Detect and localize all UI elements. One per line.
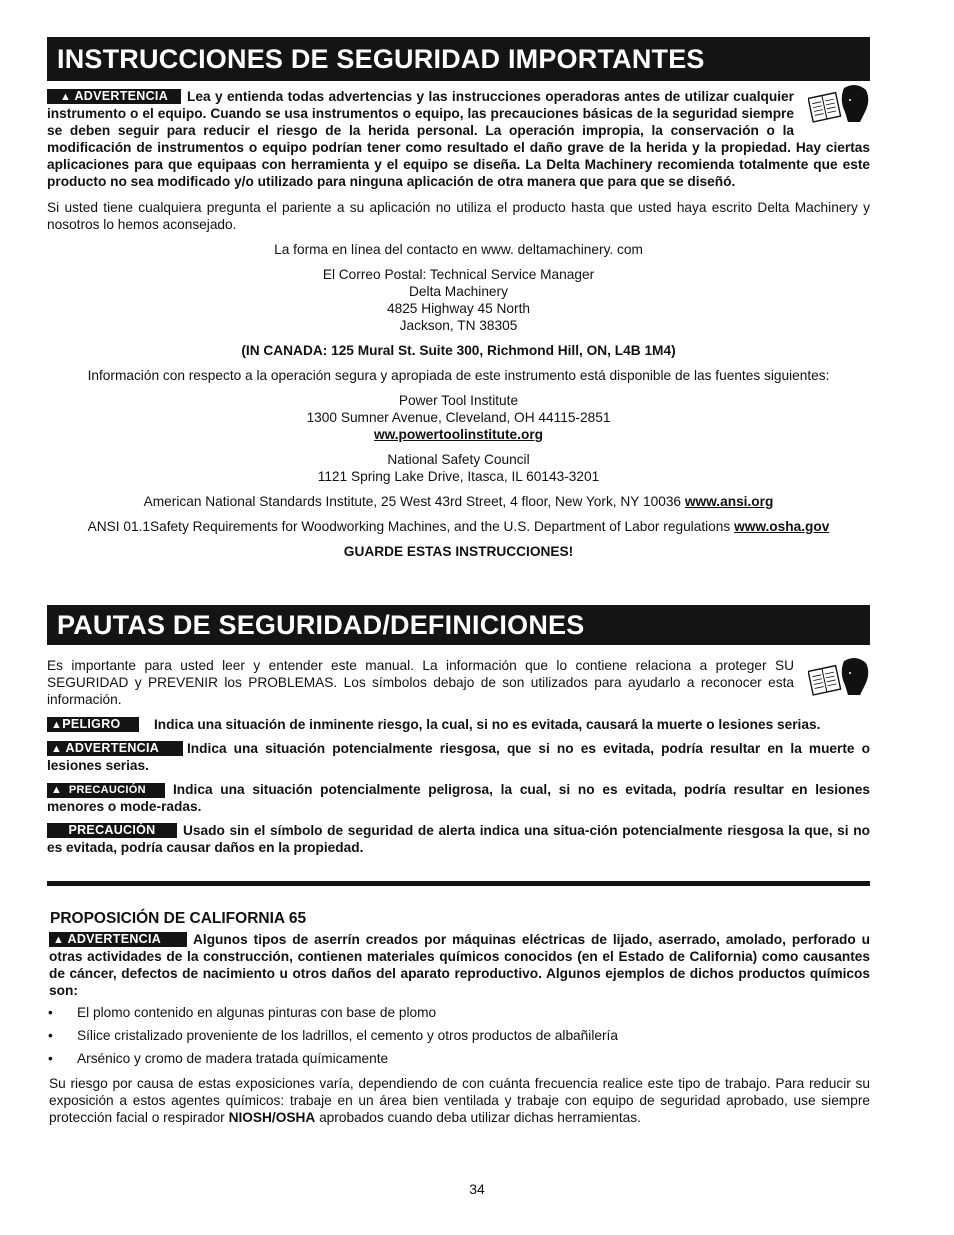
canada-address: (IN CANADA: 125 Mural St. Suite 300, Richmond Hill, ON, L4B 1M4) (241, 343, 676, 358)
list-item: • Arsénico y cromo de madera tratada químicamente (47, 1050, 870, 1067)
caution-label: PRECAUCIÓN (47, 823, 177, 838)
address-line: National Safety Council (387, 452, 530, 467)
caution-text: Indica una situación potencialmente peligrosa, la cual, si no es evitada, podría resultar en lesiones menores o mode-radas. (47, 782, 870, 814)
danger-label-text: PELIGRO (62, 717, 121, 731)
ansi-line (47, 493, 870, 510)
address-line: El Correo Postal: Technical Service Manager (322, 267, 595, 282)
definition-caution (47, 781, 870, 815)
niosh-osha: NIOSH/OSHA (228, 1110, 316, 1125)
address-line: 1121 Spring Lake Drive, Itasca, IL 60143-3201 (317, 469, 600, 484)
ansi-text: American National Standards Institute, 25 West 43rd Street, 4 floor, New York, NY 10036 (143, 494, 685, 509)
definition-warning (47, 740, 870, 774)
caution-label: ▲ PRECAUCIÓN (47, 783, 165, 798)
caution-label-text: PRECAUCIÓN (68, 784, 146, 796)
address-line: 4825 Highway 45 North (386, 301, 531, 316)
danger-label: ▲PELIGRO (47, 717, 139, 732)
definitions-intro (47, 657, 870, 708)
page-number: 34 (469, 1181, 485, 1197)
warning-paragraph (47, 88, 870, 190)
address-line: 1300 Sumner Avenue, Cleveland, OH 44115-2851 (306, 410, 611, 425)
pti-link[interactable]: ww.powertoolinstitute.org (373, 427, 544, 442)
list-item: • El plomo contenido en algunas pinturas con base de plomo (47, 1004, 870, 1021)
manual-page (47, 37, 870, 1126)
address-line: Delta Machinery (409, 284, 508, 299)
info-sources: Información con respecto a la operación segura y apropiada de este instrumento está disponible de las fuentes siguientes: (87, 368, 830, 383)
read-manual-icon (808, 82, 870, 130)
warning-label-text: ADVERTENCIA (67, 932, 162, 946)
warning-label: ▲ ADVERTENCIA (49, 932, 187, 947)
section-divider (47, 881, 870, 886)
warning-text: Lea y entienda todas advertencias y las instrucciones operadoras antes de utilizar cualquier instrumento o el equipo. Cuando se usa instrumentos o equipo, las precauciones básicas de la seguridad siempre se deben seguir para reducir el riesgo de la herida personal. La operación impropia, la conservación o la modificación de instrumentos o equipo podrían tener como resultado el daño grave de la herida y la propiedad. Hay ciertas aplicaciones para que equipaas con herramienta y el equipo se diseña. La Delta Machinery recomienda totalmente que este producto no sea modificado y/o utilizado para ninguna aplicación de otra manera que para que se diseñó. (47, 89, 870, 189)
risk-text: Su riesgo por causa de estas exposiciones varía, dependiendo de con cuánta frecuencia realice este tipo de trabajo. Para reducir su exposición a estos agentes químicos: trabaje en un área bien ventilada y trabaje con equipo de seguridad aprobado, use siempre protección facial o respirador (49, 1076, 870, 1125)
address-line: Jackson, TN 38305 (399, 318, 518, 333)
prop65-heading: PROPOSICIÓN DE CALIFORNIA 65 (50, 910, 307, 927)
warning-label: ▲ ADVERTENCIA (47, 89, 181, 104)
warning-label-text: ADVERTENCIA (74, 89, 169, 103)
risk-text-end: aprobados cuando deba utilizar dichas herramientas. (315, 1110, 641, 1125)
warning-label: ▲ ADVERTENCIA (47, 741, 183, 756)
list-item: • Sílice cristalizado proveniente de los ladrillos, el cemento y otros productos de albañilería (47, 1027, 870, 1044)
definition-caution-no-symbol (47, 822, 870, 856)
danger-text: Indica una situación de inminente riesgo, la cual, si no es evitada, causará la muerte o lesiones serias. (154, 717, 821, 732)
osha-link[interactable]: www.osha.gov (734, 519, 830, 534)
pti-address (47, 392, 870, 443)
intro-text: Es importante para usted leer y entender este manual. La información que lo contiene relaciona a proteger SU SEGURIDAD y PREVENIR los PROBLEMAS. Los símbolos debajo de son utilizados para ayudarlo a reconocer esta información. (47, 658, 794, 707)
save-instructions: GUARDE ESTAS INSTRUCCIONES! (343, 544, 574, 559)
chemical-list (47, 1004, 870, 1067)
osha-line (47, 518, 870, 535)
warning-label-text: ADVERTENCIA (65, 741, 160, 755)
online-contact: La forma en línea del contacto en www. deltamachinery. com (274, 242, 643, 257)
nsc-address (47, 451, 870, 485)
warning-text: Indica una situación potencialmente riesgosa, que si no es evitada, podría resultar en la muerte o lesiones serias. (47, 741, 870, 773)
postal-address (47, 266, 870, 334)
address-line: Power Tool Institute (398, 393, 519, 408)
section-title-definitions: PAUTAS DE SEGURIDAD/DEFINICIONES (47, 605, 870, 645)
definition-danger (47, 716, 870, 733)
osha-text: ANSI 01.1Safety Requirements for Woodworking Machines, and the U.S. Department of Labor regulations (87, 519, 735, 534)
section-title-safety-instructions: INSTRUCCIONES DE SEGURIDAD IMPORTANTES (47, 37, 870, 81)
prop65-warning (47, 931, 870, 999)
prop65-warning-text: Algunos tipos de aserrín creados por máquinas eléctricas de lijado, aserrado, amolado, perforado u otras actividades de la construcción, contienen materiales químicos conocidos (en el Estado de California) como causantes de cáncer, defectos de nacimiento u otros daños del aparato reproductivo. Algunos ejemplos de dichos productos químicos son: (49, 932, 870, 998)
read-manual-icon (808, 655, 870, 703)
ansi-link[interactable]: www.ansi.org (684, 494, 774, 509)
risk-paragraph (47, 1075, 870, 1126)
question-paragraph: Si usted tiene cualquiera pregunta el pariente a su aplicación no utiliza el producto hasta que usted haya escrito Delta Machinery y nosotros lo hemos aconsejado. (47, 200, 870, 232)
caution-text: Usado sin el símbolo de seguridad de alerta indica una situa-ción potencialmente riesgosa la que, si no es evitada, podría causar daños en la propiedad. (47, 823, 870, 855)
